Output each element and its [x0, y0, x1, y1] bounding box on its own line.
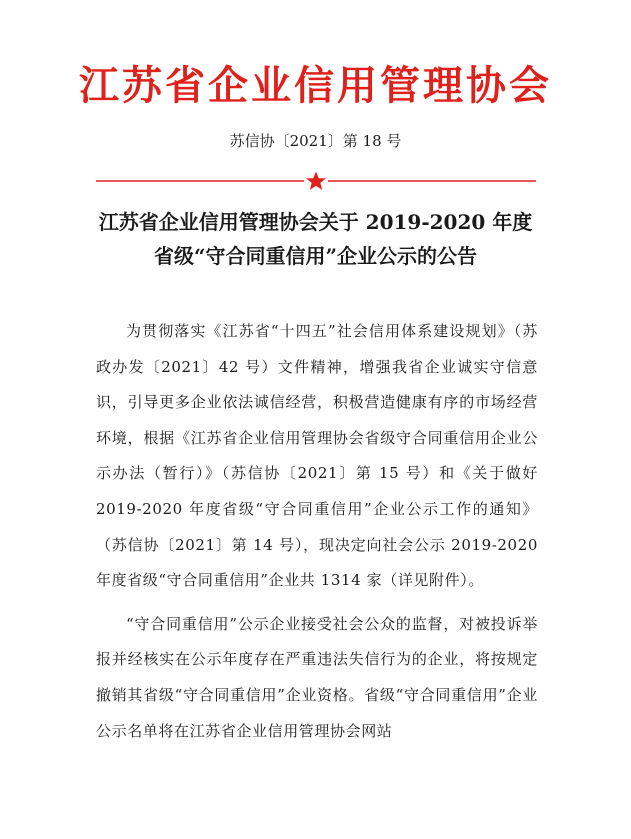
title-line-2: 省级“守合同重信用”企业公示的公告 — [153, 244, 477, 268]
announcement-title — [40, 205, 591, 273]
title-line-1: 江苏省企业信用管理协会关于 2019-2020 年度 — [98, 210, 533, 234]
organization-title: 江苏省企业信用管理协会 — [79, 63, 552, 109]
document-number: 苏信协〔2021〕第 18 号 — [229, 132, 402, 150]
announcement-body — [96, 314, 538, 757]
body-paragraph-1: 为贯彻落实《江苏省“十四五”社会信用体系建设规划》（苏政办发〔2021〕42 号）文件精神，增强我省企业诚实守信意识，引导更多企业依法诚信经营，积极营造健康有序的市场经营环境，根据《江苏省企业信用管理协会省级守合同重信用企业公示办法（暂行）》（苏信协〔2021〕第 15 号）和《关于做好 2019-2020 年度省级“守合同重信用”企业公示工作的通知》（苏信协〔2021〕第 14 号），现决定向社会公示 2019-2020 年度省级“守合同重信用”企业共 1314 家（详见附件）。 — [96, 322, 538, 590]
star-icon — [306, 172, 326, 190]
body-paragraph-2: “守合同重信用”公示企业接受社会公众的监督，对被投诉举报并经核实在公示年度存在严重违法失信行为的企业，将按规定撤销其省级“守合同重信用”企业资格。省级“守合同重信用”企业公示名单将在江苏省企业信用管理协会网站 — [96, 614, 538, 740]
red-divider — [96, 169, 536, 193]
